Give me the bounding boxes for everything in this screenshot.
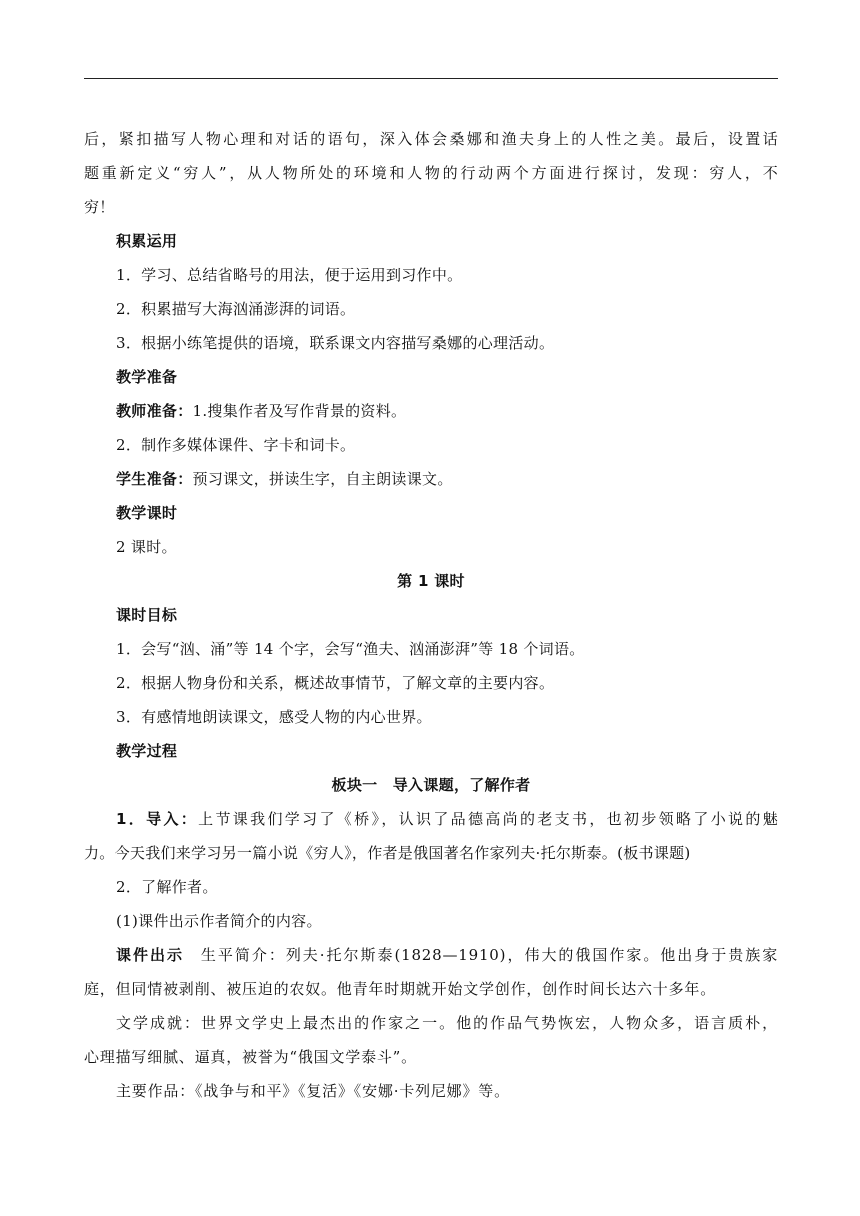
teacher-prep-label: 教师准备： [116,402,193,420]
list-item: 2．根据人物身份和关系，概述故事情节，了解文章的主要内容。 [116,674,555,692]
block-para-1-line-2: 力。今天我们来学习另一篇小说《穷人》，作者是俄国著名作家列夫·托尔斯泰。(板书课题) [84,844,691,862]
block-para-1-line-1 [84,802,778,836]
lesson-title: 第 1 课时 [397,572,465,590]
teacher-prep [84,394,778,428]
student-prep-text: 预习课文，拼读生字，自主朗读课文。 [192,470,453,488]
intro-line-1: 后，紧扣描写人物心理和对话的语句，深入体会桑娜和渔夫身上的人性之美。最后，设置话 [84,130,778,148]
achievement-line-2: 心理描写细腻、逼真，被誉为“俄国文学泰斗”。 [84,1048,417,1066]
block-para-3: (1)课件出示作者简介的内容。 [116,912,322,930]
section-heading-goals: 课时目标 [116,606,178,624]
section-heading-process: 教学过程 [116,742,178,760]
teacher-prep-text: 1.搜集作者及写作背景的资料。 [192,402,407,420]
intro-label: 1．导入： [116,810,199,828]
courseware-line-2: 庭，但同情被剥削、被压迫的农奴。他青年时期就开始文学创作，创作时间长达六十多年。 [84,980,717,998]
section-heading-prep: 教学准备 [116,368,178,386]
block-para-1-text: 上节课我们学习了《桥》，认识了品德高尚的老支书，也初步领略了小说的魅 [198,810,778,828]
works-line: 主要作品：《战争与和平》《复活》《安娜·卡列尼娜》等。 [116,1082,510,1100]
intro-line-2: 题重新定义“穷人”，从人物所处的环境和人物的行动两个方面进行探讨，发现：穷人，不 [84,164,778,182]
list-item: 2．制作多媒体课件、字卡和词卡。 [116,436,356,454]
document-body [84,122,778,1108]
section-heading-accumulate: 积累运用 [116,232,178,250]
hours-text: 2 课时。 [116,538,177,556]
courseware-line-1 [84,938,778,972]
student-prep-label: 学生准备： [116,470,193,488]
header-rule [84,78,778,79]
block-para-2: 2．了解作者。 [116,878,218,896]
achievement-line-1: 文学成就：世界文学史上最杰出的作家之一。他的作品气势恢宏，人物众多，语言质朴， [116,1014,778,1032]
list-item: 1．学习、总结省略号的用法，便于运用到习作中。 [116,266,463,284]
list-item: 1．会写“汹、涌”等 14 个字，会写“渔夫、汹涌澎湃”等 18 个词语。 [116,640,585,658]
list-item: 2．积累描写大海汹涌澎湃的词语。 [116,300,356,318]
block-title: 板块一 导入课题，了解作者 [331,776,531,794]
student-prep [84,462,778,496]
list-item: 3．根据小练笔提供的语境，联系课文内容描写桑娜的心理活动。 [116,334,555,352]
courseware-text: 生平简介：列夫·托尔斯泰(1828—1910)，伟大的俄国作家。他出身于贵族家 [200,946,778,964]
list-item: 3．有感情地朗读课文，感受人物的内心世界。 [116,708,432,726]
intro-line-3: 穷！ [84,198,115,216]
section-heading-hours: 教学课时 [116,504,178,522]
courseware-label: 课件出示 [116,946,184,964]
